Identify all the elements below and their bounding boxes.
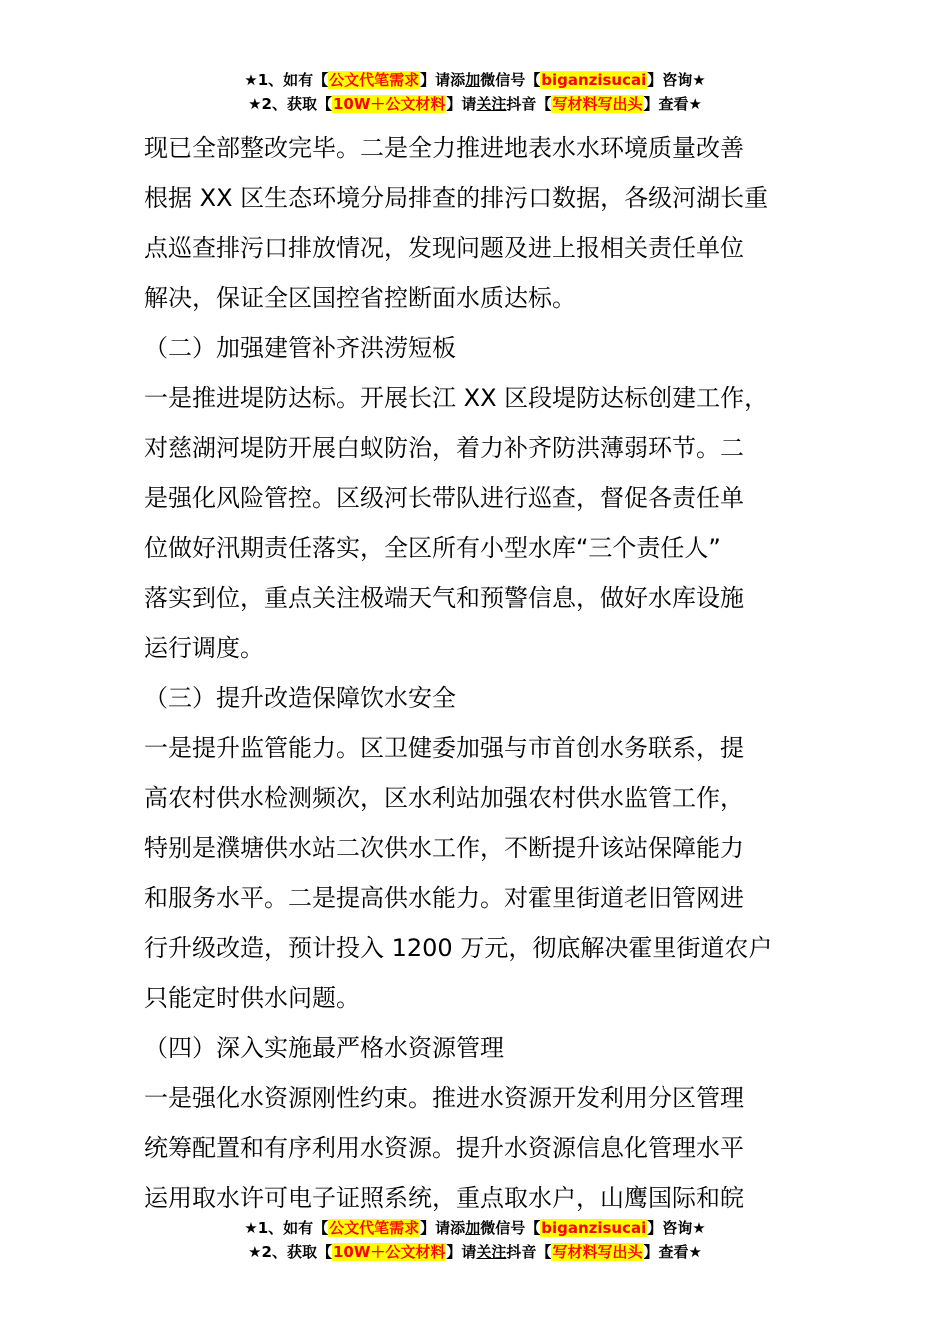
body-line: 和服务水平。二是提高供水能力。对霍里街道老旧管网进 <box>144 884 744 912</box>
footer-banner-line-1 <box>0 1216 950 1240</box>
body-line: 运用取水许可电子证照系统，重点取水户，山鹰国际和皖 <box>144 1184 744 1212</box>
body-line: 位做好汛期责任落实，全区所有小型水库“三个责任人” <box>144 534 721 562</box>
banner-text: ★2、获取【 <box>248 1243 332 1261</box>
banner-text: 】请 <box>446 1243 477 1261</box>
banner-text: 】请添 <box>420 71 466 89</box>
body-line: 统筹配置和有序利用水资源。提升水资源信息化管理水平 <box>144 1134 744 1162</box>
banner-text: 微信号【 <box>480 71 541 89</box>
footer-banner-line-2 <box>0 1240 950 1264</box>
banner-highlight: 10W＋公文材料 <box>332 1243 446 1261</box>
banner-underlined-text: 加 <box>465 1219 481 1237</box>
body-line: 行升级改造，预计投入 1200 万元，彻底解决霍里街道农户 <box>144 934 773 962</box>
document-body <box>144 123 808 1223</box>
body-line: 运行调度。 <box>144 634 264 662</box>
banner-text: 】请添 <box>420 1219 466 1237</box>
banner-text: 】请 <box>446 95 477 113</box>
banner-highlight: 写材料写出头 <box>552 95 643 113</box>
banner-text: 】查看★ <box>643 95 702 113</box>
banner-highlight: 公文代笔需求 <box>329 1219 420 1237</box>
body-line: 是强化风险管控。区级河长带队进行巡查，督促各责任单 <box>144 484 744 512</box>
banner-underlined-text: 关注 <box>476 1243 507 1261</box>
banner-highlight: 公文代笔需求 <box>329 71 420 89</box>
banner-text: ★1、如有【 <box>244 71 329 89</box>
body-line: 特别是濮塘供水站二次供水工作，不断提升该站保障能力 <box>144 834 744 862</box>
banner-underlined-text: 加 <box>465 71 481 89</box>
banner-text: 微信号【 <box>480 1219 541 1237</box>
section-heading: （二）加强建管补齐洪涝短板 <box>144 334 456 362</box>
body-line: 高农村供水检测频次，区水利站加强农村供水监管工作， <box>144 784 744 812</box>
body-line: 一是推进堤防达标。开展长江 XX 区段堤防达标创建工作， <box>144 384 769 412</box>
banner-highlight: 10W＋公文材料 <box>332 95 446 113</box>
banner-highlight: biganzisucai <box>541 71 647 89</box>
banner-text: 】查看★ <box>643 1243 702 1261</box>
body-line: 落实到位，重点关注极端天气和预警信息，做好水库设施 <box>144 584 744 612</box>
banner-text: 抖音【 <box>506 1243 552 1261</box>
banner-text: 】咨询★ <box>647 1219 706 1237</box>
section-heading: （三）提升改造保障饮水安全 <box>144 684 456 712</box>
banner-text: 】咨询★ <box>647 71 706 89</box>
body-line: 现已全部整改完毕。二是全力推进地表水水环境质量改善 <box>144 134 744 162</box>
banner-highlight: 写材料写出头 <box>552 1243 643 1261</box>
body-line: 根据 XX 区生态环境分局排查的排污口数据，各级河湖长重 <box>144 184 769 212</box>
body-line: 点巡查排污口排放情况，发现问题及进上报相关责任单位 <box>144 234 744 262</box>
body-line: 解决，保证全区国控省控断面水质达标。 <box>144 284 576 312</box>
header-banner-line-1 <box>0 68 950 92</box>
body-line: 一是提升监管能力。区卫健委加强与市首创水务联系，提 <box>144 734 744 762</box>
banner-text: ★1、如有【 <box>244 1219 329 1237</box>
banner-underlined-text: 关注 <box>476 95 507 113</box>
body-line: 对慈湖河堤防开展白蚁防治，着力补齐防洪薄弱环节。二 <box>144 434 744 462</box>
header-banner-line-2 <box>0 92 950 116</box>
body-line: 一是强化水资源刚性约束。推进水资源开发利用分区管理 <box>144 1084 744 1112</box>
banner-highlight: biganzisucai <box>541 1219 647 1237</box>
footer-banner <box>0 1216 950 1264</box>
header-banner <box>0 68 950 116</box>
banner-text: 抖音【 <box>506 95 552 113</box>
section-heading: （四）深入实施最严格水资源管理 <box>144 1034 504 1062</box>
banner-text: ★2、获取【 <box>248 95 332 113</box>
body-line: 只能定时供水问题。 <box>144 984 360 1012</box>
